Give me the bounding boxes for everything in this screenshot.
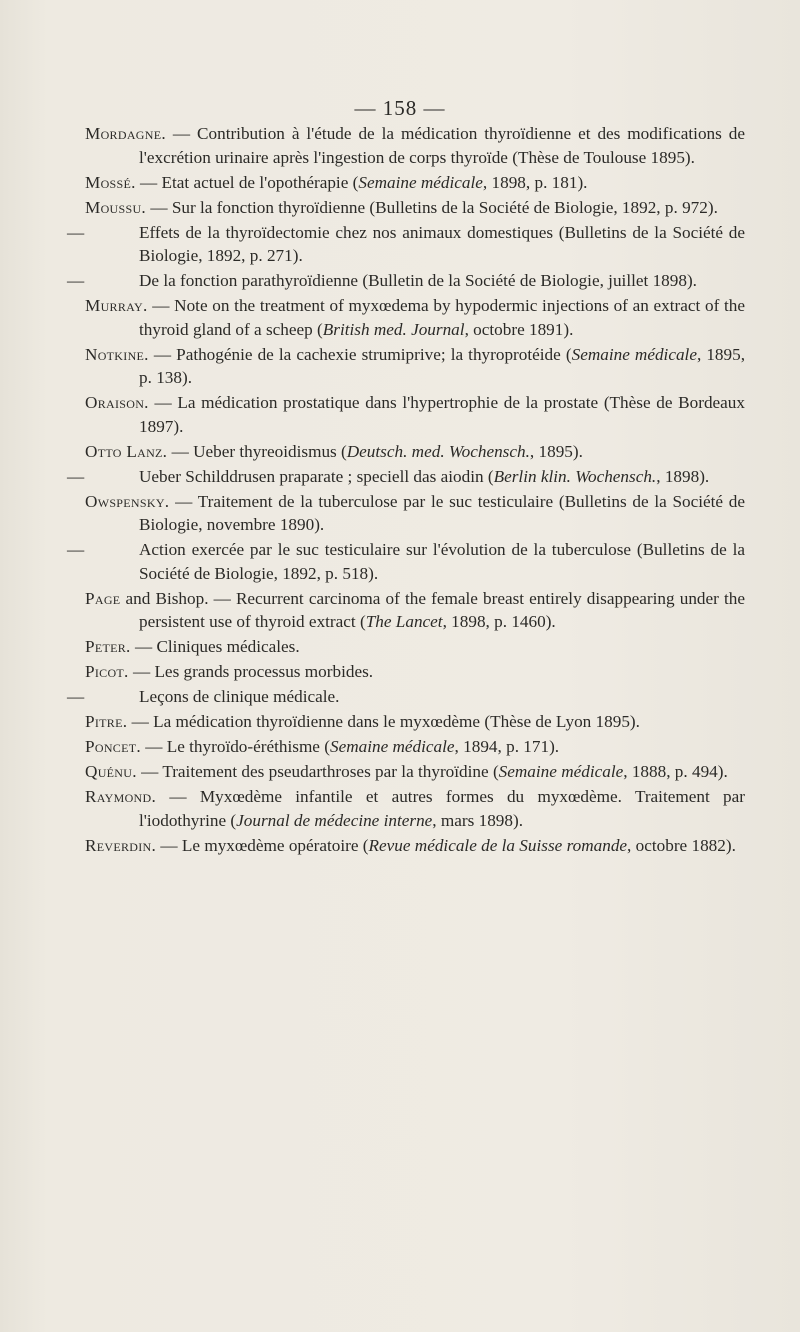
bibliography-entry (85, 440, 745, 464)
entry-author: Otto Lanz. (85, 441, 168, 461)
bibliography-entry (85, 834, 745, 858)
ditto-dash: — (67, 687, 85, 706)
entry-text: and Bishop. — Recurrent carcinoma of the female breast entirely disappearing under the persistent use of thyroid extract ( (120, 588, 745, 631)
bibliography-entry (85, 171, 745, 195)
bibliography-entry (67, 221, 745, 268)
entry-author: Mordagne. (85, 124, 166, 143)
entry-citation: , octobre 1891). (464, 319, 574, 339)
ditto-dash: — (67, 222, 85, 242)
entry-journal: Journal de médecine interne (236, 810, 433, 830)
entry-text: Ueber Schilddrusen praparate ; speciell das aiodin ( (139, 466, 494, 486)
ditto-dash: — (67, 271, 85, 290)
entry-author: Oraison. (85, 393, 149, 412)
entry-author: Owspensky. (85, 491, 170, 511)
entry-author: Murray. (85, 296, 148, 315)
entry-text: — La médication prostatique dans l'hypertrophie de la prostate (Thèse de Bordeaux 1897). (139, 393, 745, 436)
entry-text: — Contribution à l'étude de la médication thyroïdienne et des modifications de l'excrétion urinaire après l'ingestion de corps thyroïde (Thèse de Toulouse 1895). (139, 124, 745, 167)
entry-journal: Revue médicale de la Suisse romande (368, 835, 628, 855)
entry-citation: , octobre 1882). (627, 835, 736, 855)
entry-journal: Semaine médicale (358, 172, 483, 192)
entry-text: Leçons de clinique médicale. (139, 687, 340, 706)
entry-author: Page (85, 588, 121, 608)
bibliography-entry (67, 465, 745, 489)
bibliography-list (67, 122, 746, 859)
entry-text: — Myxœdème infantile et autres formes du myxœdème. Traitement par l'iodothyrine ( (139, 787, 745, 830)
entry-journal: Semaine médicale (571, 344, 697, 364)
entry-author: Pitre. (85, 712, 128, 731)
bibliography-entry (67, 538, 745, 585)
page-number: — 158 — (354, 96, 446, 120)
entry-citation: , 1895). (529, 441, 583, 461)
bibliography-entry (85, 490, 745, 537)
entry-text: De la fonction parathyroïdienne (Bulletin de la Société de Biologie, juillet 1898). (139, 271, 697, 290)
entry-author: Moussu. (85, 197, 147, 217)
entry-journal: Semaine médicale (498, 762, 624, 781)
entry-author: Picot. (85, 662, 129, 681)
entry-author: Peter. (85, 637, 131, 656)
bibliography-entry (85, 660, 745, 684)
entry-text: — Note on the treatment of myxœdema by hypodermic injections of an extract of the thyroid gland of a scheep ( (139, 296, 745, 339)
entry-journal: British med. Journal (322, 319, 465, 339)
entry-text: — Les grands processus morbides. (128, 662, 374, 681)
bibliography-entry (85, 196, 745, 220)
entry-text: Action exercée par le suc testiculaire sur l'évolution de la tuberculose (Bulletins de la Société de Biologie, 1892, p. 518). (139, 540, 745, 583)
bibliography-entry (85, 587, 745, 634)
entry-journal: Semaine médicale (329, 737, 455, 756)
entry-author: Poncet. (85, 737, 141, 756)
entry-text: — Le thyroïdo-éréthisme ( (140, 737, 330, 756)
entry-journal: The Lancet (365, 612, 443, 631)
entry-text: — Sur la fonction thyroïdienne (Bulletins de la Société de Biologie, 1892, p. 972). (146, 197, 718, 217)
entry-citation: , 1898). (656, 466, 710, 486)
bibliography-entry (85, 760, 745, 784)
entry-text: Effets de la thyroïdectomie chez nos animaux domestiques (Bulletins de la Société de Biologie, 1892, p. 271). (139, 222, 745, 265)
bibliography-entry (85, 294, 745, 341)
entry-journal: Deutsch. med. Wochensch. (346, 441, 530, 461)
bibliography-entry (67, 269, 745, 293)
entry-citation: , 1895, p. 138). (139, 344, 746, 387)
ditto-dash: — (67, 466, 85, 486)
entry-citation: , 1898, p. 1460). (442, 612, 556, 631)
bibliography-entry (85, 391, 745, 438)
entry-journal: Berlin klin. Wochensch. (493, 466, 657, 486)
bibliography-entry (85, 785, 745, 832)
bibliography-entry (85, 343, 745, 390)
entry-text: — Traitement de la tuberculose par le suc testiculaire (Bulletins de la Société de Biologie, novembre 1890). (139, 491, 745, 534)
entry-text: — Cliniques médicales. (130, 637, 300, 656)
entry-citation: , mars 1898). (432, 810, 523, 830)
entry-text: — Le myxœdème opératoire ( (156, 835, 369, 855)
entry-author: Mossé. (85, 172, 136, 192)
bibliography-entry (85, 635, 745, 659)
entry-text: — Pathogénie de la cachexie strumiprive; la thyroprotéide ( (148, 344, 572, 364)
entry-text: — Traitement des pseudarthroses par la thyroïdine ( (136, 762, 499, 781)
entry-author: Reverdin. (85, 835, 157, 855)
entry-author: Raymond. (85, 787, 157, 806)
entry-text: — Ueber thyreoidismus ( (167, 441, 347, 461)
entry-citation: , 1888, p. 494). (623, 762, 728, 781)
entry-citation: , 1898, p. 181). (482, 172, 588, 192)
bibliography-entry (85, 735, 745, 759)
bibliography-entry (67, 685, 745, 709)
entry-author: Notkine. (85, 344, 149, 364)
entry-citation: , 1894, p. 171). (454, 737, 560, 756)
bibliography-entry (85, 122, 745, 169)
bibliography-entry (85, 710, 745, 734)
entry-text: — Etat actuel de l'opothérapie ( (135, 172, 359, 192)
entry-text: — La médication thyroïdienne dans le myxœdème (Thèse de Lyon 1895). (127, 712, 640, 731)
ditto-dash: — (67, 540, 85, 559)
entry-author: Quénu. (85, 762, 137, 781)
